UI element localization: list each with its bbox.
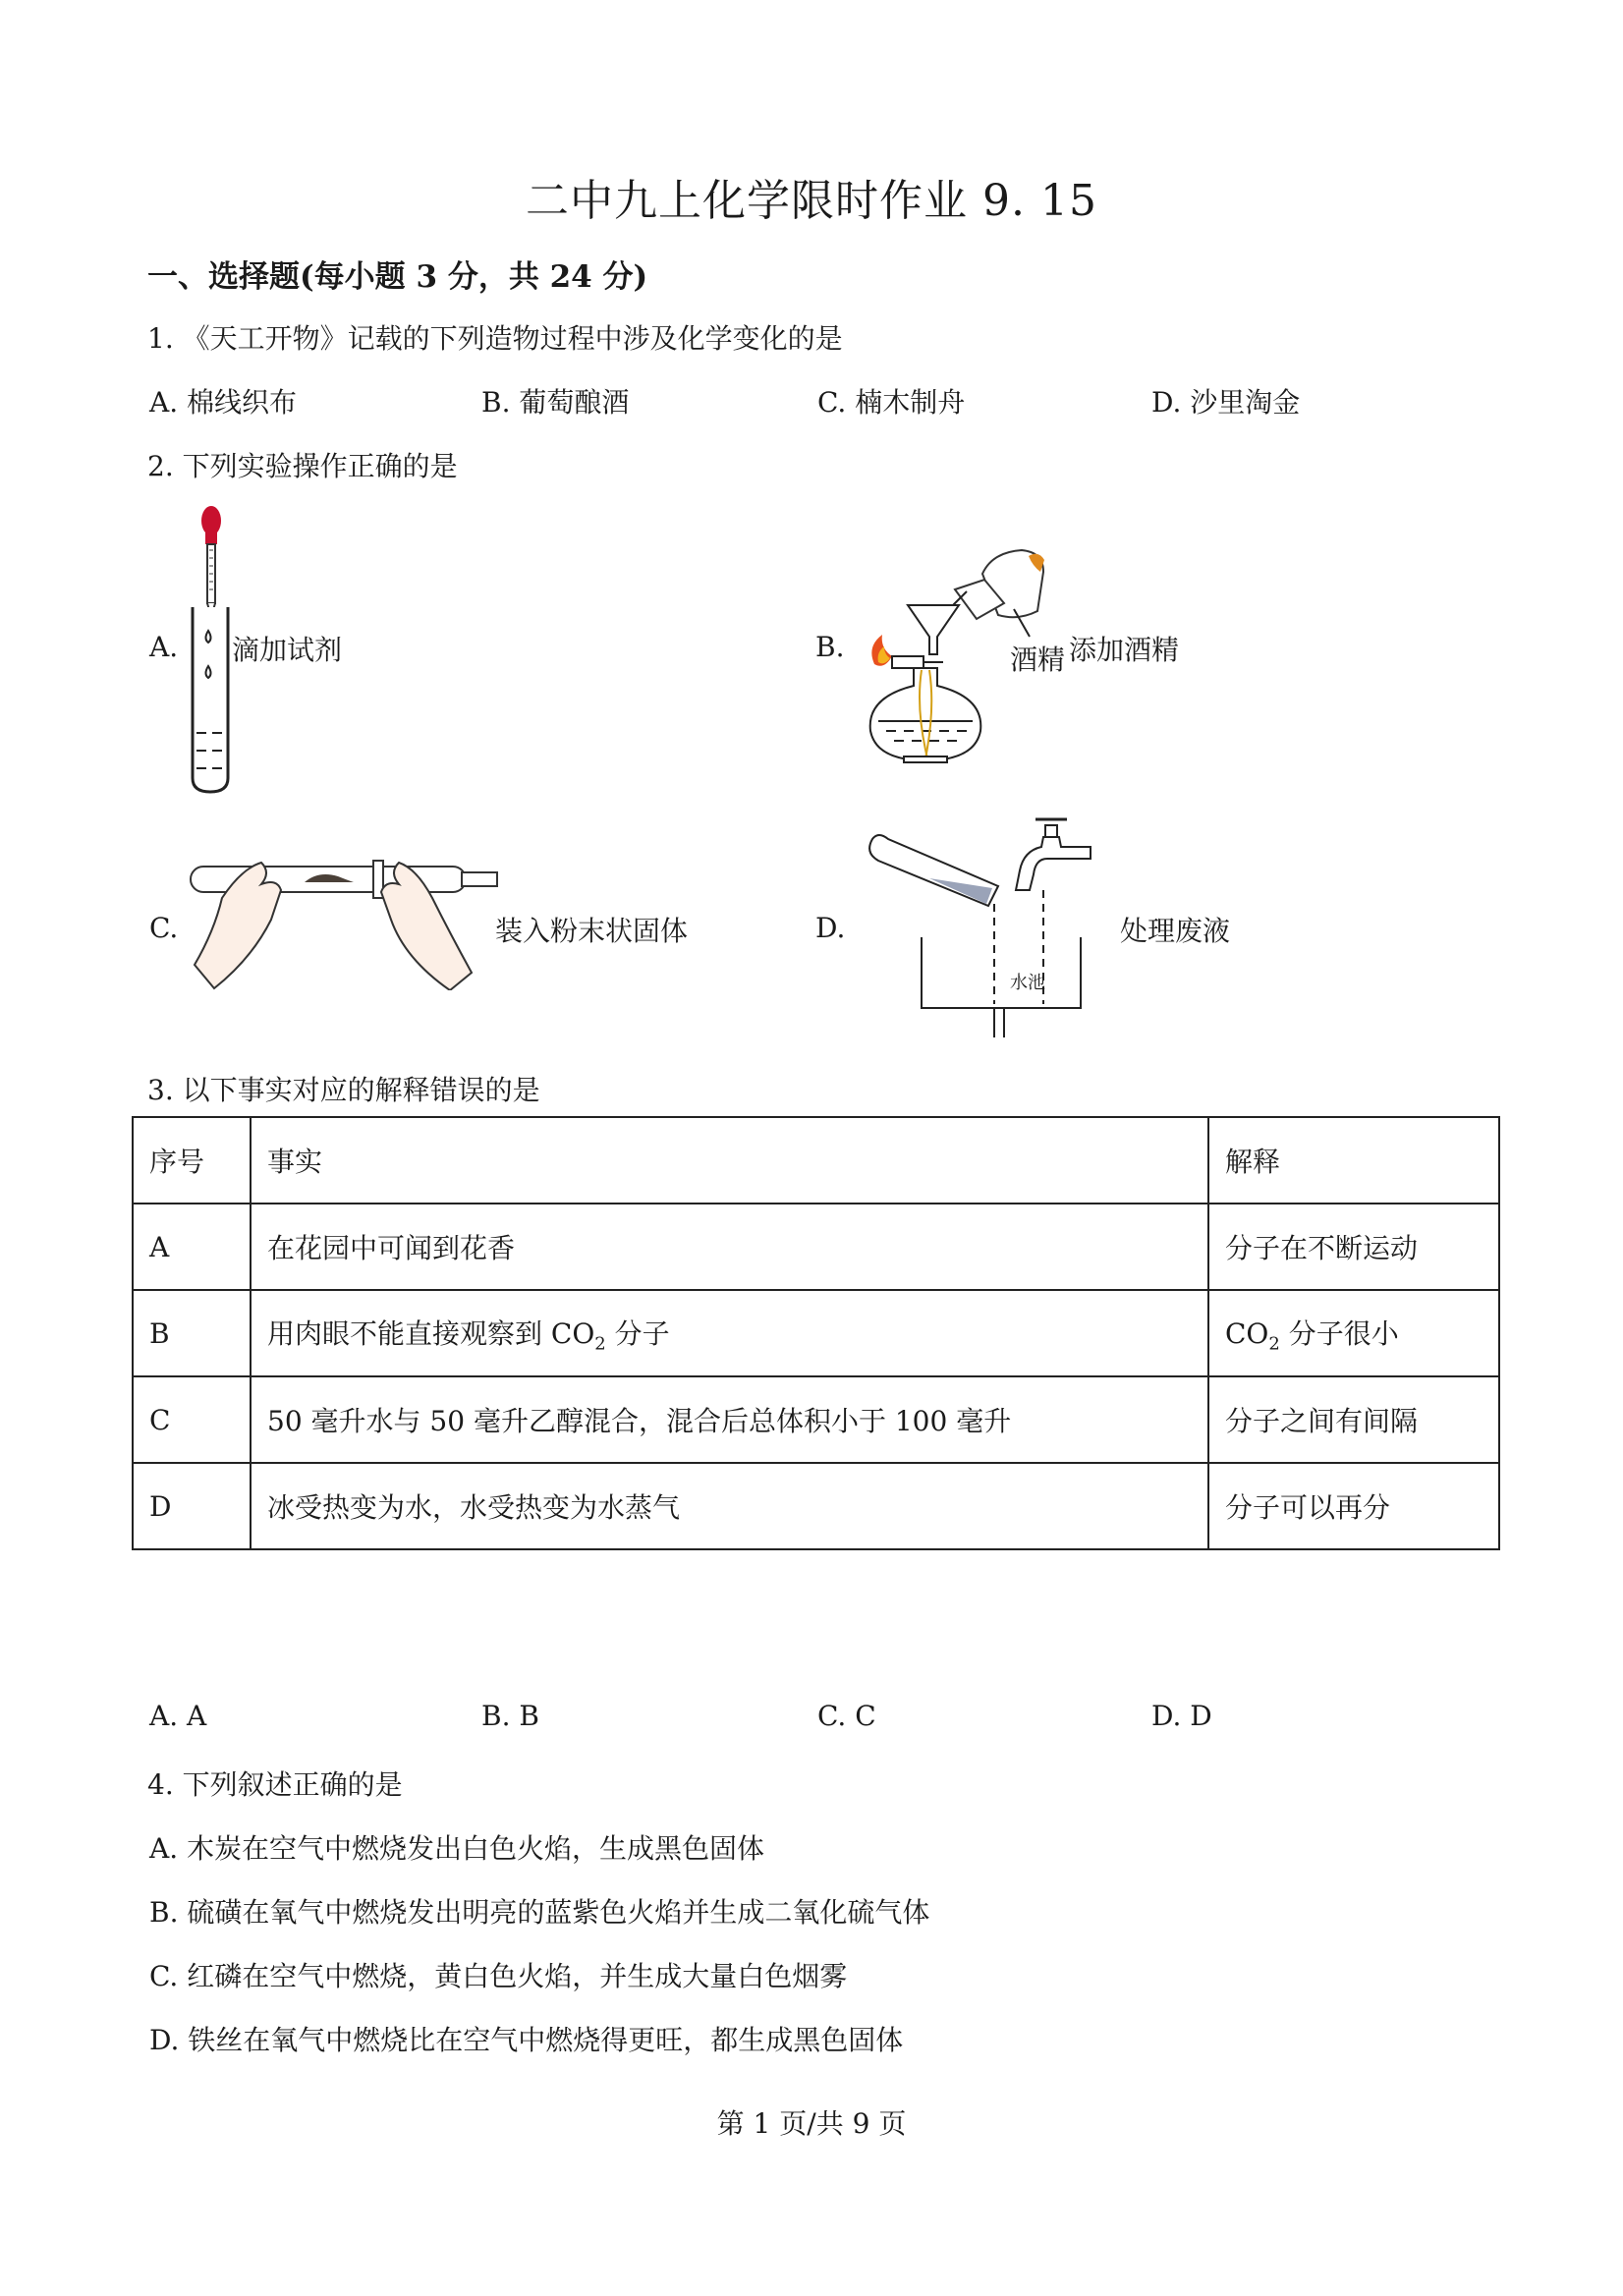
table-row bbox=[133, 1290, 1499, 1376]
table-header-row bbox=[133, 1117, 1499, 1204]
hands-testtube-figure bbox=[187, 853, 501, 990]
explain-text-end: 分子很小 bbox=[1279, 1316, 1399, 1350]
q4-option-b[interactable]: B. 硫磺在氧气中燃烧发出明亮的蓝紫色火焰并生成二氧化硫气体 bbox=[149, 1896, 930, 1929]
row-explain: 分子可以再分 bbox=[1208, 1463, 1499, 1549]
question-1-stem: 1. 《天工开物》记载的下列造物过程中涉及化学变化的是 bbox=[147, 322, 843, 355]
q3-option-a[interactable]: A. A bbox=[149, 1700, 207, 1732]
row-id: C bbox=[133, 1376, 251, 1463]
q3-option-c[interactable]: C. C bbox=[817, 1700, 876, 1732]
table-row bbox=[133, 1204, 1499, 1290]
question-2-stem: 2. 下列实验操作正确的是 bbox=[147, 450, 458, 482]
q2-option-b-letter[interactable]: B. bbox=[815, 631, 845, 663]
row-id: A bbox=[133, 1204, 251, 1290]
page-title: 二中九上化学限时作业 9. 15 bbox=[526, 176, 1097, 226]
row-fact: 在花园中可闻到花香 bbox=[251, 1204, 1208, 1290]
row-fact bbox=[251, 1290, 1208, 1376]
header-index: 序号 bbox=[133, 1117, 251, 1204]
fact-text: 用肉眼不能直接观察到 CO bbox=[267, 1316, 595, 1350]
q2-option-d-label: 处理废液 bbox=[1120, 915, 1231, 947]
table-row bbox=[133, 1376, 1499, 1463]
row-fact: 50 毫升水与 50 毫升乙醇混合，混合后总体积小于 100 毫升 bbox=[251, 1376, 1208, 1463]
facts-table bbox=[132, 1116, 1500, 1550]
q4-option-d[interactable]: D. 铁丝在氧气中燃烧比在空气中燃烧得更旺，都生成黑色固体 bbox=[149, 2024, 904, 2056]
fact-text-end: 分子 bbox=[605, 1316, 670, 1350]
q1-option-a[interactable]: A. 棉线织布 bbox=[149, 386, 298, 419]
q2-option-c-letter[interactable]: C. bbox=[149, 912, 179, 944]
q2-option-a-letter[interactable]: A. bbox=[149, 631, 179, 663]
page-footer: 第 1 页/共 9 页 bbox=[716, 2107, 907, 2140]
header-fact: 事实 bbox=[251, 1117, 1208, 1204]
q3-option-d[interactable]: D. D bbox=[1151, 1700, 1212, 1732]
q2-option-d-letter[interactable]: D. bbox=[815, 912, 846, 944]
explain-text: CO bbox=[1225, 1316, 1269, 1350]
sink-figure-label: 水池 bbox=[1010, 973, 1045, 993]
header-explain: 解释 bbox=[1208, 1117, 1499, 1204]
table-row bbox=[133, 1463, 1499, 1549]
q4-option-c[interactable]: C. 红磷在空气中燃烧，黄白色火焰，并生成大量白色烟雾 bbox=[149, 1960, 848, 1992]
q4-option-a[interactable]: A. 木炭在空气中燃烧发出白色火焰，生成黑色固体 bbox=[149, 1832, 765, 1865]
q1-option-b[interactable]: B. 葡萄酿酒 bbox=[481, 386, 630, 419]
row-id: B bbox=[133, 1290, 251, 1376]
q1-option-c[interactable]: C. 楠木制舟 bbox=[817, 386, 966, 419]
alcohol-figure-label: 酒精 bbox=[1010, 644, 1066, 676]
row-explain: 分子在不断运动 bbox=[1208, 1204, 1499, 1290]
question-4-stem: 4. 下列叙述正确的是 bbox=[147, 1768, 403, 1801]
explain-subscript: 2 bbox=[1268, 1333, 1280, 1355]
q2-option-c-label: 装入粉末状固体 bbox=[495, 915, 689, 947]
row-explain: 分子之间有间隔 bbox=[1208, 1376, 1499, 1463]
q2-option-a-label: 滴加试剂 bbox=[232, 634, 343, 666]
row-id: D bbox=[133, 1463, 251, 1549]
row-explain bbox=[1208, 1290, 1499, 1376]
fact-subscript: 2 bbox=[594, 1333, 606, 1355]
q2-option-b-label: 添加酒精 bbox=[1069, 634, 1180, 666]
row-fact: 冰受热变为水，水受热变为水蒸气 bbox=[251, 1463, 1208, 1549]
section-heading: 一、选择题(每小题 3 分，共 24 分) bbox=[147, 259, 648, 295]
question-3-stem: 3. 以下事实对应的解释错误的是 bbox=[147, 1074, 540, 1106]
q3-option-b[interactable]: B. B bbox=[481, 1700, 539, 1732]
q1-option-d[interactable]: D. 沙里淘金 bbox=[1151, 386, 1301, 419]
waste-sink-figure bbox=[861, 812, 1126, 1039]
